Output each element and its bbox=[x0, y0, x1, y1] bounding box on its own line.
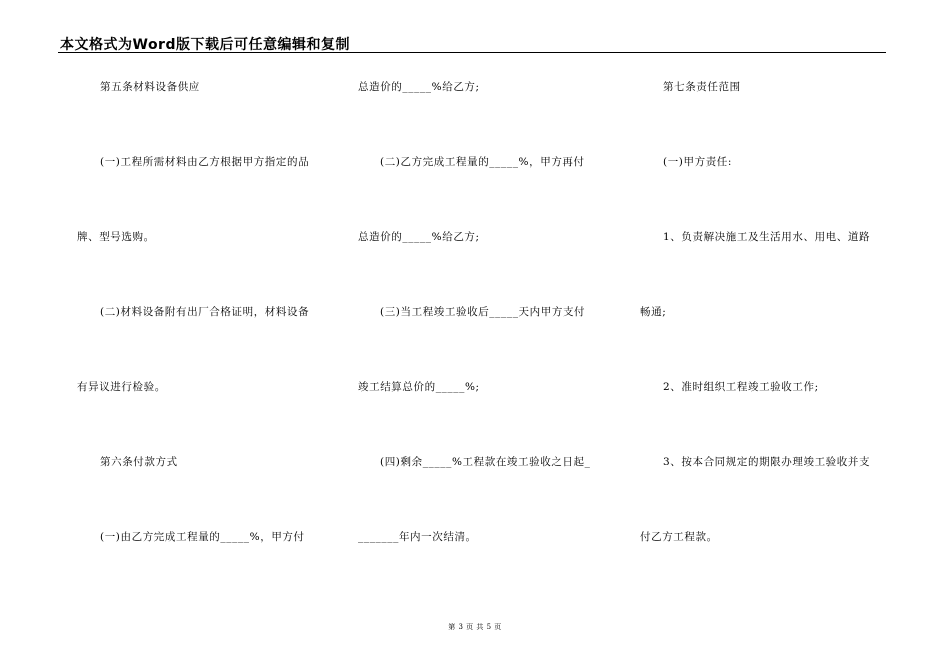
text-line: 总造价的_____%给乙方; bbox=[358, 231, 480, 243]
header-divider bbox=[58, 52, 886, 53]
page-number: 第 3 页 共 5 页 bbox=[448, 623, 502, 631]
text-line: 竣工结算总价的_____%; bbox=[358, 381, 480, 393]
text-line: 2、准时组织工程竣工验收工作; bbox=[663, 381, 819, 393]
text-line: (一)甲方责任: bbox=[663, 156, 733, 168]
text-line: 畅通; bbox=[640, 306, 667, 318]
text-line: (四)剩余_____%工程款在竣工验收之日起_ bbox=[380, 456, 591, 468]
text-line: 第五条材料设备供应 bbox=[100, 81, 200, 93]
text-line: (一)由乙方完成工程量的_____%，甲方付 bbox=[100, 531, 305, 543]
text-line: 牌、型号选购。 bbox=[77, 231, 155, 243]
header-title: 本文格式为Word版下载后可任意编辑和复制 bbox=[60, 37, 350, 53]
text-line: 总造价的_____%给乙方; bbox=[358, 81, 480, 93]
text-line: (一)工程所需材料由乙方根据甲方指定的品 bbox=[100, 156, 310, 168]
text-line: 付乙方工程款。 bbox=[640, 531, 718, 543]
text-line: (三)当工程竣工验收后_____天内甲方支付 bbox=[380, 306, 586, 318]
text-line: 第七条责任范围 bbox=[663, 81, 741, 93]
text-line: _______年内一次结清。 bbox=[358, 531, 477, 543]
text-line: 1、负责解决施工及生活用水、用电、道路 bbox=[663, 231, 871, 243]
text-line: 3、按本合同规定的期限办理竣工验收并支 bbox=[663, 456, 871, 468]
text-line: 第六条付款方式 bbox=[100, 456, 178, 468]
text-line: (二)材料设备附有出厂合格证明，材料设备 bbox=[100, 306, 310, 318]
text-line: 有异议进行检验。 bbox=[77, 381, 166, 393]
text-line: (二)乙方完成工程量的_____%，甲方再付 bbox=[380, 156, 585, 168]
